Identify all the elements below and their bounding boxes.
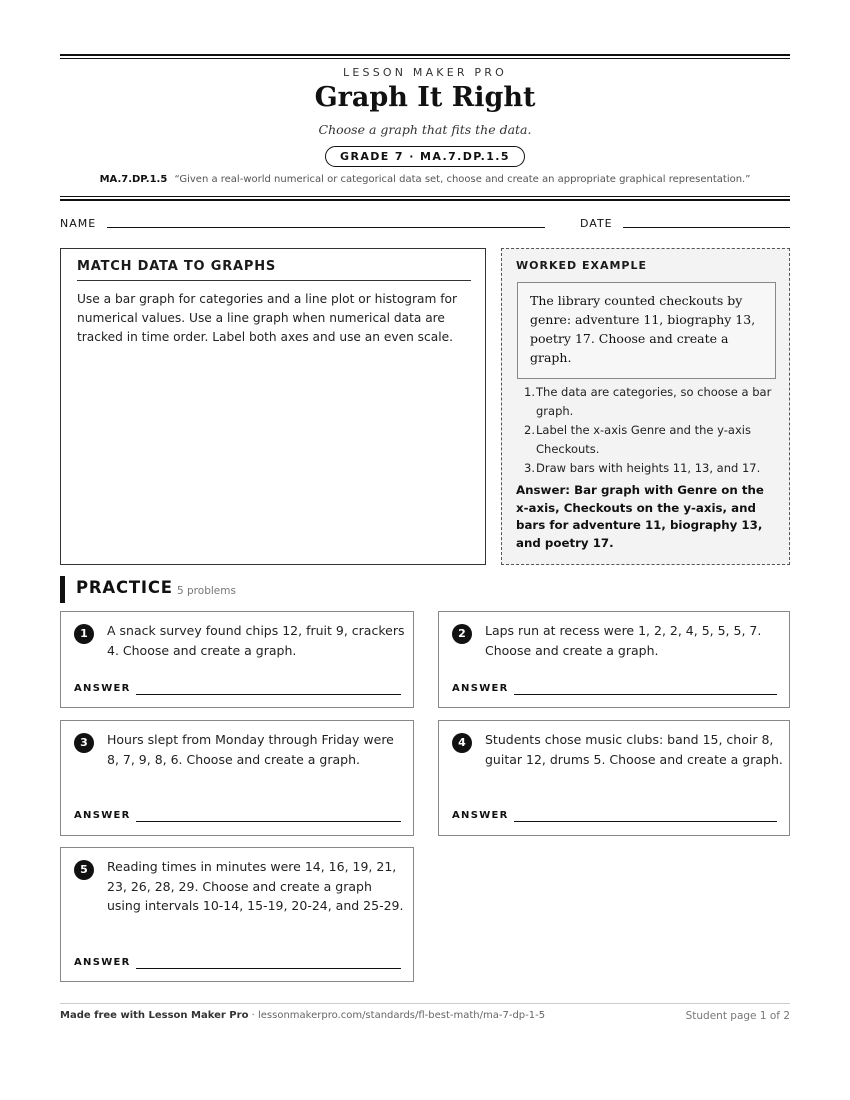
footer-page-number: Student page 1 of 2 [685,1010,790,1022]
problem-text: Laps run at recess were 1, 2, 2, 4, 5, 5, 5, 7. Choose and create a graph. [485,623,762,658]
grade-badge-wrap [60,145,790,167]
standard-statement [60,174,790,185]
answer-label: ANSWER [74,957,131,968]
problem-text: Students chose music clubs: band 15, choir 8, guitar 12, drums 5. Choose and create a graph. [485,732,783,767]
practice-title: PRACTICE [76,578,173,597]
grade-badge: GRADE 7 · MA.7.DP.1.5 [325,146,525,167]
answer-label: ANSWER [74,810,131,821]
problem-card [60,720,414,836]
brand-name: LESSON MAKER PRO [343,66,507,79]
header-top-rule [60,54,790,59]
answer-line[interactable] [514,694,777,695]
worked-step: 2. Label the x-axis Genre and the y-axis Checkouts. [524,423,751,456]
problem-text: Reading times in minutes were 14, 16, 19, 21, 23, 26, 28, 29. Choose and create a graph using intervals 10-14, 15-19, 20-24, and 25-29. [107,859,404,913]
standard-code: MA.7.DP.1.5 [99,174,168,185]
answer-label: ANSWER [452,683,509,694]
answer-label: ANSWER [74,683,131,694]
date-label: DATE [580,217,613,230]
problem-card [60,847,414,982]
problem-number: 4 [452,733,472,753]
worked-example-problem: The library counted checkouts by genre: adventure 11, biography 13, poetry 17. Choose and create a graph. [517,282,776,379]
worked-example-box [501,248,790,565]
problem-text: Hours slept from Monday through Friday were 8, 7, 9, 8, 6. Choose and create a graph. [107,732,394,767]
answer-line[interactable] [136,968,401,969]
match-data-title: MATCH DATA TO GRAPHS [77,259,471,281]
worked-step: 1. The data are categories, so choose a bar graph. [524,385,772,418]
problem-number: 1 [74,624,94,644]
header-bottom-rule [60,196,790,201]
name-field[interactable] [107,227,545,228]
page-subtitle: Choose a graph that fits the data. [318,122,532,137]
footer-rule [60,1003,790,1004]
problem-number: 5 [74,860,94,880]
answer-line[interactable] [514,821,777,822]
answer-line[interactable] [136,821,401,822]
worked-example-answer: Answer: Bar graph with Genre on the x-axis, Checkouts on the y-axis, and bars for adventure 11, biography 13, and poetry 17. [516,483,764,550]
worked-example-steps [524,383,776,479]
footer-url[interactable]: · lessonmakerpro.com/standards/fl-best-math/ma-7-dp-1-5 [248,1010,546,1021]
worked-step: 3. Draw bars with heights 11, 13, and 17. [524,461,761,475]
match-data-box [60,248,486,565]
answer-label: ANSWER [452,810,509,821]
practice-count: 5 problems [177,585,236,597]
problem-number: 2 [452,624,472,644]
problem-card [60,611,414,708]
page-title: Graph It Right [314,82,536,113]
standard-text: “Given a real-world numerical or categorical data set, choose and create an appropriate graphical representation.” [174,174,751,185]
problem-text: A snack survey found chips 12, fruit 9, crackers 4. Choose and create a graph. [107,623,405,658]
problem-card [438,611,790,708]
problem-number: 3 [74,733,94,753]
practice-accent-bar [60,576,65,603]
problem-card [438,720,790,836]
date-field[interactable] [623,227,790,228]
answer-line[interactable] [136,694,401,695]
worked-example-title: WORKED EXAMPLE [516,259,647,272]
match-data-body: Use a bar graph for categories and a line plot or histogram for numerical values. Use a line graph when numerical data are tracked in time order. Label both axes and use an even scale. [77,292,458,344]
footer-made-with: Made free with Lesson Maker Pro [60,1010,249,1021]
worksheet-page [60,0,790,1100]
footer-credit [60,1010,545,1021]
name-label: NAME [60,217,97,230]
